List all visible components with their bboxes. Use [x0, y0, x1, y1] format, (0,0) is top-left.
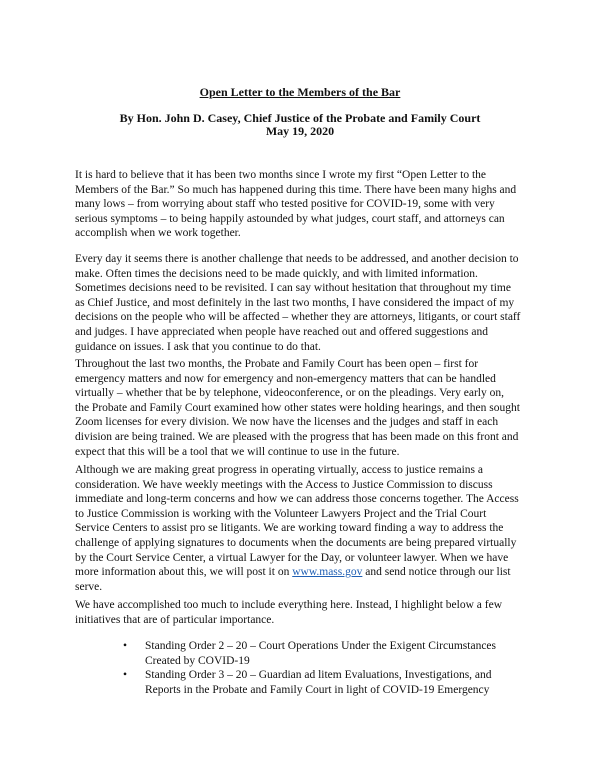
date-line: May 19, 2020 [265, 124, 335, 138]
paragraph-line: by the Court Service Center, a virtual Lawyer for the Day, or volunteer lawyer. When we have [75, 551, 509, 564]
paragraph-line: immediate and long-term concerns and how we can address those concerns together. The Access [75, 493, 519, 506]
list-item [75, 668, 545, 697]
paragraph-challenges [75, 252, 545, 354]
paragraph-line: to Justice Commission is working with the Volunteer Lawyers Project and the Trial Court [75, 507, 487, 520]
bullet-line: Standing Order 2 – 20 – Court Operations Under the Exigent Circumstances [145, 640, 496, 652]
bullet-icon: • [123, 669, 128, 682]
mass-gov-link[interactable]: www.mass.gov [292, 566, 363, 579]
paragraph-line: accomplish when we work together. [75, 227, 241, 240]
bullet-line: Standing Order 3 – 20 – Guardian ad litem Evaluations, Investigations, and [145, 669, 492, 682]
paragraph-line: division are being trained. We are pleased with the progress that has been made on this front and [75, 430, 519, 443]
paragraph-line: Every day it seems there is another challenge that needs to be addressed, and another decision to [75, 253, 519, 265]
paragraph-line: virtually – whether that be by telephone, videoconference, or on the pleadings. Very early on, [75, 387, 504, 400]
bullet-line: Reports in the Probate and Family Court in light of COVID-19 Emergency [145, 683, 490, 696]
paragraph-line: Throughout the last two months, the Probate and Family Court has been open – first for [75, 358, 479, 370]
paragraph-line: decisions on the people who will be affected – whether they are attorneys, litigants, or court staff [75, 311, 521, 324]
paragraph-line: expect that this will be a tool that we will continue to use in the future. [75, 445, 400, 458]
byline [0, 112, 600, 138]
paragraph-line: emergency matters and now for emergency and non-emergency matters that can be handled [75, 372, 496, 385]
initiatives-list [75, 639, 545, 697]
paragraph-line: guidance on issues. I ask that you continue to do that. [75, 340, 321, 353]
bullet-icon: • [123, 640, 128, 652]
paragraph-line: the Probate and Family Court examined how other states were holding hearings, and then sought [75, 401, 520, 414]
paragraph-line: many lows – from worrying about staff who tested positive for COVID-19, some with very [75, 198, 495, 211]
paragraph-line: Although we are making great progress in operating virtually, access to justice remains a [75, 464, 484, 476]
paragraph-line: challenge of applying signatures to documents when the documents are being prepared virtually [75, 536, 517, 549]
paragraph-line: We have accomplished too much to include everything here. Instead, I highlight below a few [75, 599, 502, 611]
paragraph-line: more information about this, we will post it on [75, 566, 293, 579]
paragraph-intro [75, 168, 545, 241]
letter-title: Open Letter to the Members of the Bar [199, 85, 401, 99]
paragraph-line: It is hard to believe that it has been two months since I wrote my first “Open Letter to the [75, 169, 487, 181]
paragraph-line: Service Centers to assist pro se litigants. We are working toward finding a way to address the [75, 522, 504, 535]
paragraph-line: as Chief Justice, and most definitely in the last two months, I have considered the impact of my [75, 296, 515, 309]
paragraph-line: and judges. I have appreciated when people have reached out and offered suggestions and [75, 325, 488, 338]
author-line: By Hon. John D. Casey, Chief Justice of the Probate and Family Court [119, 111, 481, 125]
paragraph-line: Sometimes decisions need to be revisited. I can say without hesitation that throughout my time [75, 282, 511, 295]
paragraph-line: serve. [75, 580, 103, 593]
paragraph-line: consideration. We have weekly meetings with the Access to Justice Commission to discuss [75, 478, 493, 491]
bullet-line: Created by COVID-19 [145, 654, 250, 667]
paragraph-line-with-link [75, 565, 545, 580]
list-item [75, 639, 545, 668]
paragraph-line: Members of the Bar.” So much has happened during this time. There have been many highs and [75, 183, 517, 196]
paragraph-line: make. Often times the decisions need to be made quickly, and with limited information. [75, 267, 478, 280]
paragraph-line: and send notice through our list [362, 566, 511, 579]
paragraph-line: serious symptoms – to being happily astounded by what judges, court staff, and attorneys can [75, 212, 505, 225]
paragraph-line: Zoom licenses for every division. We now have the licenses and the judges and staff in each [75, 416, 499, 429]
paragraph-initiatives [75, 598, 545, 627]
paragraph-access-to-justice [75, 463, 545, 594]
paragraph-line: initiatives that are of particular importance. [75, 613, 275, 626]
paragraph-virtual-operations [75, 357, 545, 459]
